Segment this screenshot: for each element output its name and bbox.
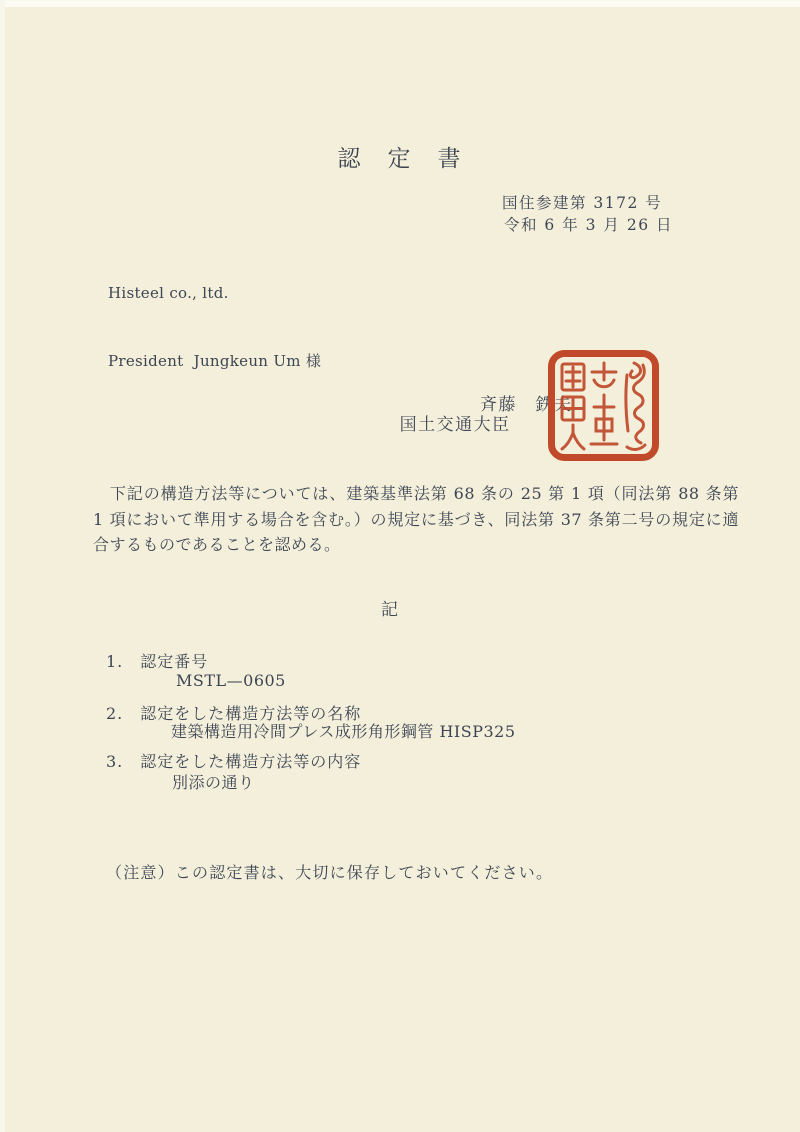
minister-red-seal [547,349,660,462]
certification-statement: 下記の構造方法等については、建築基準法第 68 条の 25 第 1 項（同法第 88 条第 1 項において準用する場合を含む。）の規定に基づき、同法第 37 条第二号の規定に適合するものであることを認める。 [93,484,745,554]
item-2-label: 2. 認定をした構造方法等の名称 [106,704,362,723]
document-number: 国住参建第 3172 号 [502,194,663,212]
document-date: 令和 6 年 3 月 26 日 [504,216,674,234]
recipient-person: President Jungkeun Um 様 [108,351,322,370]
notice-line: （注意）この認定書は、大切に保存しておいてください。 [106,863,554,882]
seal-stamp-graphic [547,349,660,462]
recipient-company: Histeel co., ltd. [108,284,229,302]
scan-edge-top [0,0,800,7]
item-3-value-contents: 別添の通り [172,773,255,792]
item-1-value-certification-number: MSTL—0605 [176,671,286,690]
minister-line [372,390,573,475]
item-2-value-structure-name: 建築構造用冷間プレス成形角形鋼管 HISP325 [171,722,516,741]
minister-name: 斉藤 鉄夫 [480,395,573,415]
minister-title: 国土交通大臣 [399,415,511,435]
item-1-label: 1. 認定番号 [106,652,209,671]
item-3-label: 3. 認定をした構造方法等の内容 [106,752,362,771]
recipient-block [108,237,321,417]
document-title: 認 定 書 [337,146,463,172]
section-marker: 記 [381,600,398,620]
